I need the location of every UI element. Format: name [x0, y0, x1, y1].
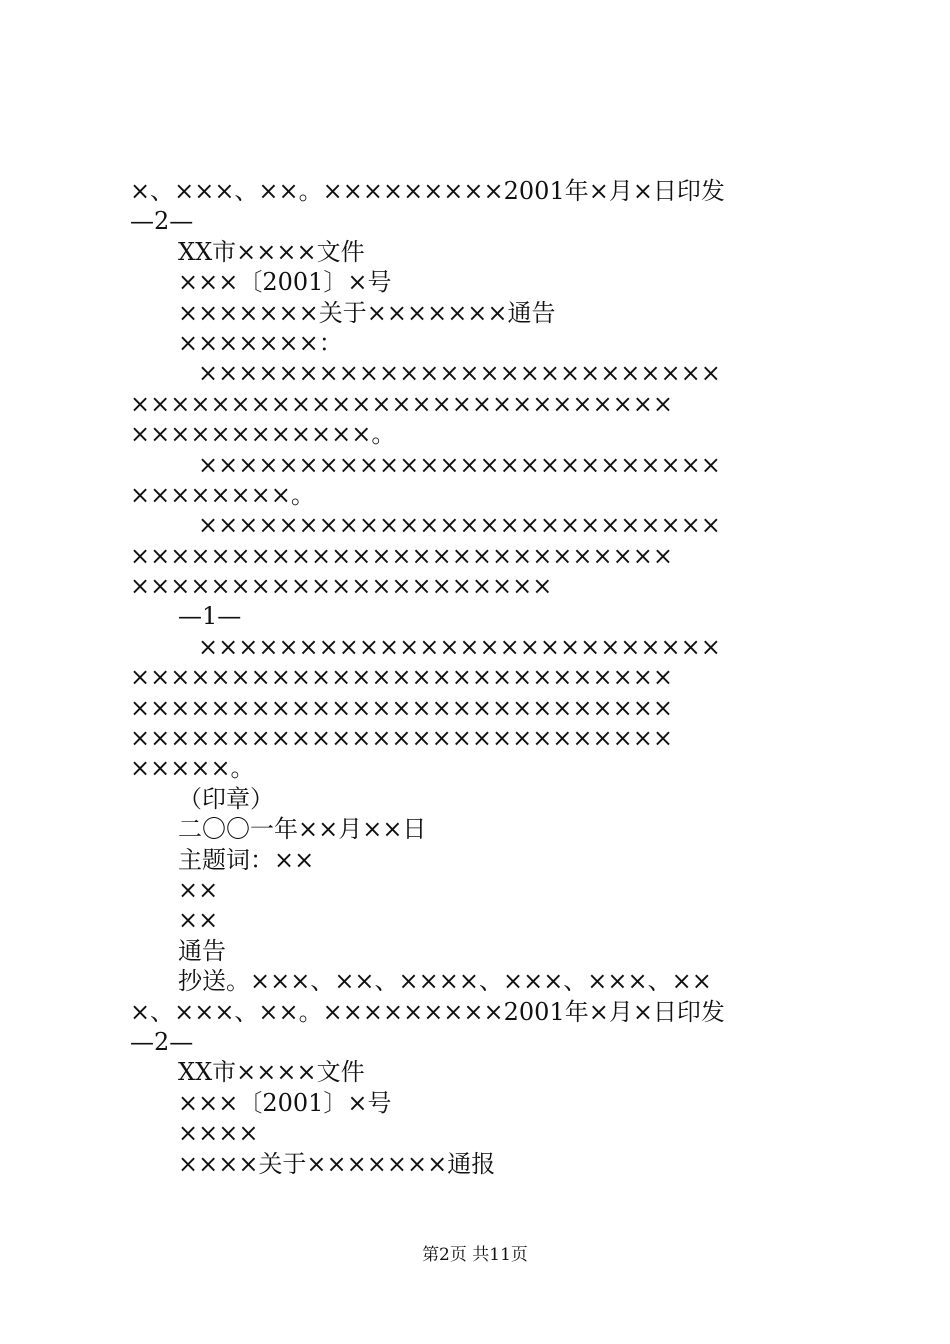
copy-to-line: 抄送。×××、××、××××、×××、×××、××	[178, 967, 712, 996]
paragraph-line: ×××××××××××××××××××××××××××	[130, 541, 673, 570]
paragraph-line: ×××××××××××××××××××××	[130, 572, 553, 601]
paragraph-line: ××××××××××××××××××××××××××	[198, 450, 721, 479]
addressee: ×××××××：	[178, 328, 343, 357]
text-line: ×、×××、××。×××××××××2001年×月×日印发	[130, 177, 725, 205]
paragraph-line: ×××××××××××××××××××××××××××	[130, 724, 673, 753]
issuer-line: ××××	[178, 1119, 259, 1148]
subject-keywords: 主题词：××	[178, 845, 315, 874]
paragraph-line: ×××××。	[130, 754, 255, 783]
paragraph-line: ××××××××××××。	[130, 420, 396, 449]
document-title: ××××关于×××××××通报	[178, 1149, 496, 1178]
document-title: ×××××××关于×××××××通告	[178, 298, 556, 327]
document-date: 二〇〇一年××月××日	[178, 815, 427, 844]
document-body	[130, 176, 835, 1179]
page-number-marker: —2—	[130, 1027, 194, 1056]
page-number-marker: —2—	[130, 207, 194, 236]
paragraph-line: ×××××××××××××××××××××××××××	[130, 663, 673, 692]
document-number: ×××〔2001〕×号	[178, 268, 392, 297]
subject-keywords: 通告	[178, 936, 226, 965]
page-number-marker: —1—	[178, 602, 242, 631]
paragraph-line: ××××××××××××××××××××××××××	[198, 632, 721, 661]
document-header: XX市××××文件	[178, 1058, 365, 1087]
subject-keywords: ××	[178, 875, 219, 904]
page-footer: 第2页 共11页	[422, 1245, 528, 1265]
document-header: XX市××××文件	[178, 237, 365, 266]
document-number: ×××〔2001〕×号	[178, 1088, 392, 1117]
paragraph-line: ×××××××××××××××××××××××××××	[130, 693, 673, 722]
paragraph-line: ××××××××××××××××××××××××××	[198, 359, 721, 388]
seal-note: （印章）	[178, 784, 274, 813]
paragraph-line: ××××××××。	[130, 480, 315, 509]
subject-keywords: ××	[178, 906, 219, 935]
issue-line: ×、×××、××。×××××××××2001年×月×日印发	[130, 997, 725, 1026]
paragraph-line: ××××××××××××××××××××××××××	[198, 511, 721, 540]
paragraph-line: ×××××××××××××××××××××××××××	[130, 389, 673, 418]
